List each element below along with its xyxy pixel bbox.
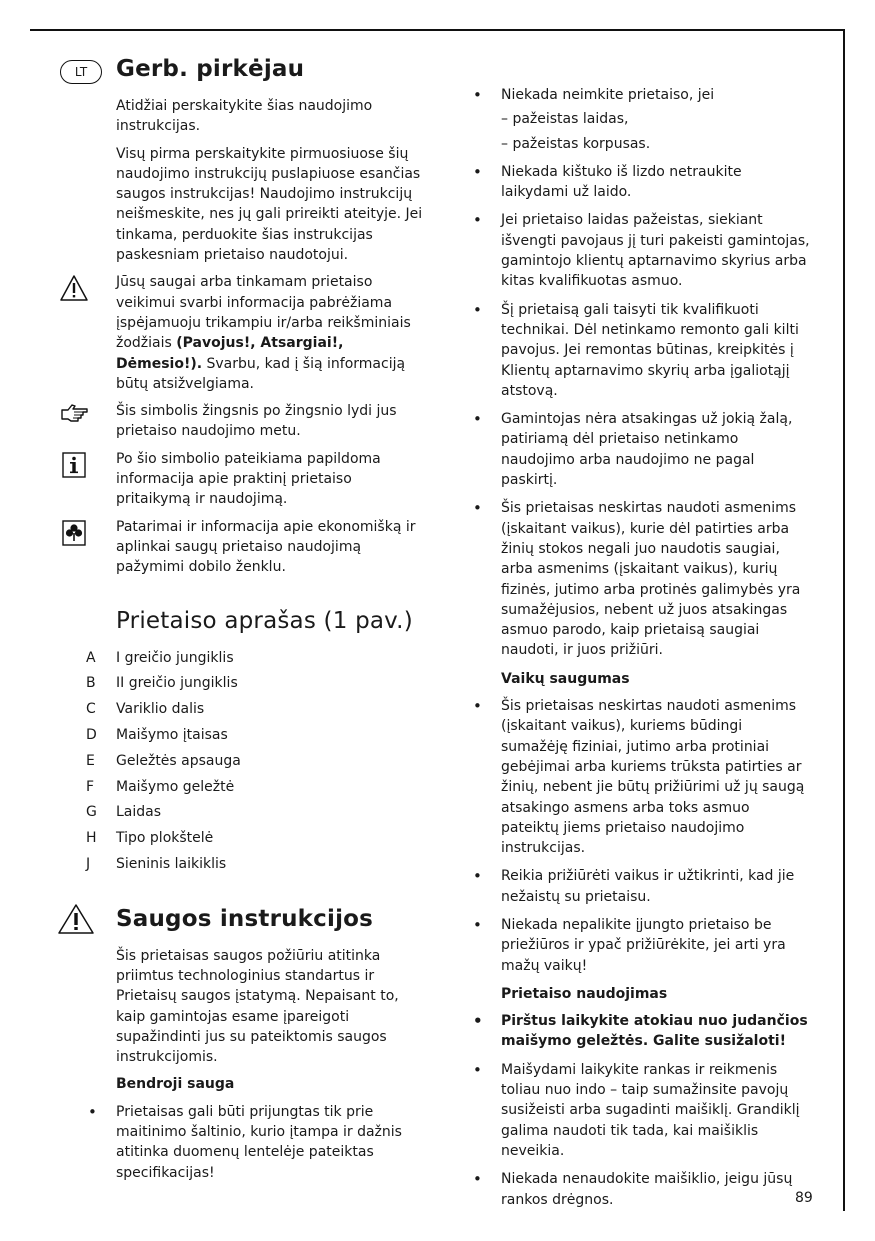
heading-safety-instructions: Saugos instrukcijos <box>116 905 374 932</box>
intro-paragraph-2: Visų pirma perskaitykite pirmuosiuose šių naudojimo instrukcijų puslapiuose esančias saugos instrukcijas! Naudojimo instrukcijų neišmeskite, nes jų gali prireikti ateityje. Jei tinkama, perduokite šias instrukcijas paskesniam prietaiso naudotojui. <box>116 145 423 264</box>
list-item: • Niekada neimkite prietaiso, jei <box>501 85 811 105</box>
list-item: C Variklio dalis <box>86 701 205 718</box>
language-badge: LT <box>60 60 102 84</box>
clover-icon <box>58 517 90 549</box>
parts-list <box>86 648 426 880</box>
heading-appliance-description: Prietaiso aprašas (1 pav.) <box>116 607 413 634</box>
list-item: • Niekada kištuko iš lizdo netraukite laikydami už laido. <box>501 162 811 203</box>
info-paragraph: Po šio simbolio pateikiama papildoma informacija apie praktinį prietaiso pritaikymą ir naudojimą. <box>116 450 381 508</box>
left-column <box>74 54 426 1191</box>
safety-list <box>501 85 811 661</box>
list-item: A I greičio jungiklis <box>86 649 234 666</box>
step-paragraph: Šis simbolis žingsnis po žingsnio lydi jus prietaiso naudojimo metu. <box>116 403 397 440</box>
general-safety-title: Bendroji sauga <box>116 1076 235 1093</box>
warning-triangle-icon <box>58 272 90 304</box>
warning-text-b: Svarbu, kad į šią informaciją būtų atsižvelgiama. <box>116 355 406 392</box>
list-subitem: – pažeistas korpusas. <box>501 135 651 152</box>
heading-dear-customer: Gerb. pirkėjau <box>116 56 305 82</box>
warning-keywords: (Pavojus!, Atsargiai!, Dėmesio!). <box>116 335 344 372</box>
list-item: H Tipo plokštelė <box>86 830 214 847</box>
list-item: • Niekada nepalikite įjungto prietaiso be priežiūros ir ypač prižiūrėkite, jei arti yra mažų vaikų! <box>501 915 811 976</box>
appliance-use-list <box>501 1011 811 1210</box>
appliance-use-title: Prietaiso naudojimas <box>501 985 668 1002</box>
list-item: D Maišymo įtaisas <box>86 726 228 743</box>
general-safety-list <box>116 1102 426 1183</box>
safety-paragraph: Šis prietaisas saugos požiūriu atitinka priimtus technologinius standartus ir Prietaisų saugos įstatymą. Nepaisant to, kaip gamintojas esame įpareigoti supažindinti jus su pateiktomis saugos instrukcijomis. <box>116 947 399 1066</box>
list-item: • Šis prietaisas neskirtas naudoti asmenims (įskaitant vaikus), kurie dėl patirties arba žinių stokos negali juo naudotis saugiai, arba asmenims (įskaitant vaikus), kurių fizinės, jutimo arba protinės galimybės yra sumažėjusios, nebent už juos atsakingas asmuo parodo, kaip prietaisą saugiai naudoti, ir juos prižiūri. <box>501 498 811 660</box>
list-item: • Prietaisas gali būti prijungtas tik prie maitinimo šaltinio, kurio įtampa ir dažnis atitinka duomenų lentelėje pateiktas specifikacijas! <box>116 1102 426 1183</box>
list-item: G Laidas <box>86 804 162 821</box>
list-item: F Maišymo geležtė <box>86 778 235 795</box>
warning-text-a: Jūsų saugai arba tinkamam prietaiso veikimui svarbi informacija pabrėžiama įspėjamuoju trikampiu ir/arba reikšminiais žodžiais <box>116 274 411 352</box>
list-item: • Maišydami laikykite rankas ir reikmenis toliau nuo indo – taip sumažinsite pavojų susižeisti arba sugadinti maišiklį. Grandiklį galima naudoti tik tada, kai maišiklis neveikia. <box>501 1060 811 1161</box>
list-item: J Sieninis laikiklis <box>86 855 227 872</box>
child-safety-list <box>501 696 811 976</box>
info-icon <box>58 449 90 481</box>
list-item: • Reikia prižiūrėti vaikus ir užtikrinti, kad jie nežaistų su prietaisu. <box>501 866 811 907</box>
list-subitem: – pažeistas laidas, <box>501 111 629 128</box>
top-rule <box>30 29 845 31</box>
warning-note <box>116 272 426 394</box>
list-item: E Geležtės apsauga <box>86 752 241 769</box>
info-note <box>116 449 426 510</box>
warning-triangle-icon <box>56 902 96 936</box>
eco-paragraph: Patarimai ir informacija apie ekonomišką ir aplinkai saugų prietaiso naudojimą pažymimi dobilo ženklu. <box>116 518 416 576</box>
list-item: B II greičio jungiklis <box>86 675 238 692</box>
eco-note <box>116 517 426 578</box>
list-item: • Pirštus laikykite atokiau nuo judančios maišymo geležtės. Galite susižaloti! <box>501 1011 811 1052</box>
pointing-hand-icon <box>58 397 90 429</box>
list-item: • Šis prietaisas neskirtas naudoti asmenims (įskaitant vaikus), kuriems būdingi sumažėję fiziniai, jutimo arba protiniai gebėjimai arba kuriems trūksta patirties ar žinių, nebent jie būtų prižiūrimi už jų saugą atsakingo asmens arba toks asmuo pateiktų jiems prietaiso naudojimo instrukcijas. <box>501 696 811 858</box>
right-rule <box>843 29 845 1211</box>
list-item: • Jei prietaiso laidas pažeistas, siekiant išvengti pavojaus jį turi pakeisti gamintojas, gamintojo klientų aptarnavimo skyrius arba kitas kvalifikuotas asmuo. <box>501 210 811 291</box>
step-note <box>116 401 426 442</box>
list-item: • Gamintojas nėra atsakingas už jokią žalą, patiriamą dėl prietaiso netinkamo naudojimo arba naudojimo ne pagal paskirtį. <box>501 409 811 490</box>
right-column <box>501 85 811 1218</box>
list-item: • Niekada nenaudokite maišiklio, jeigu jūsų rankos drėgnos. <box>501 1169 811 1210</box>
child-safety-title: Vaikų saugumas <box>501 670 630 687</box>
page-number: 89 <box>795 1190 813 1206</box>
intro-paragraph-1: Atidžiai perskaitykite šias naudojimo instrukcijas. <box>116 98 373 135</box>
list-item: • Šį prietaisą gali taisyti tik kvalifikuoti technikai. Dėl netinkamo remonto gali kilti pavojus. Jei remontas būtinas, kreipkitės į Klientų aptarnavimo skyrių arba įgaliotąjį atstovą. <box>501 300 811 401</box>
